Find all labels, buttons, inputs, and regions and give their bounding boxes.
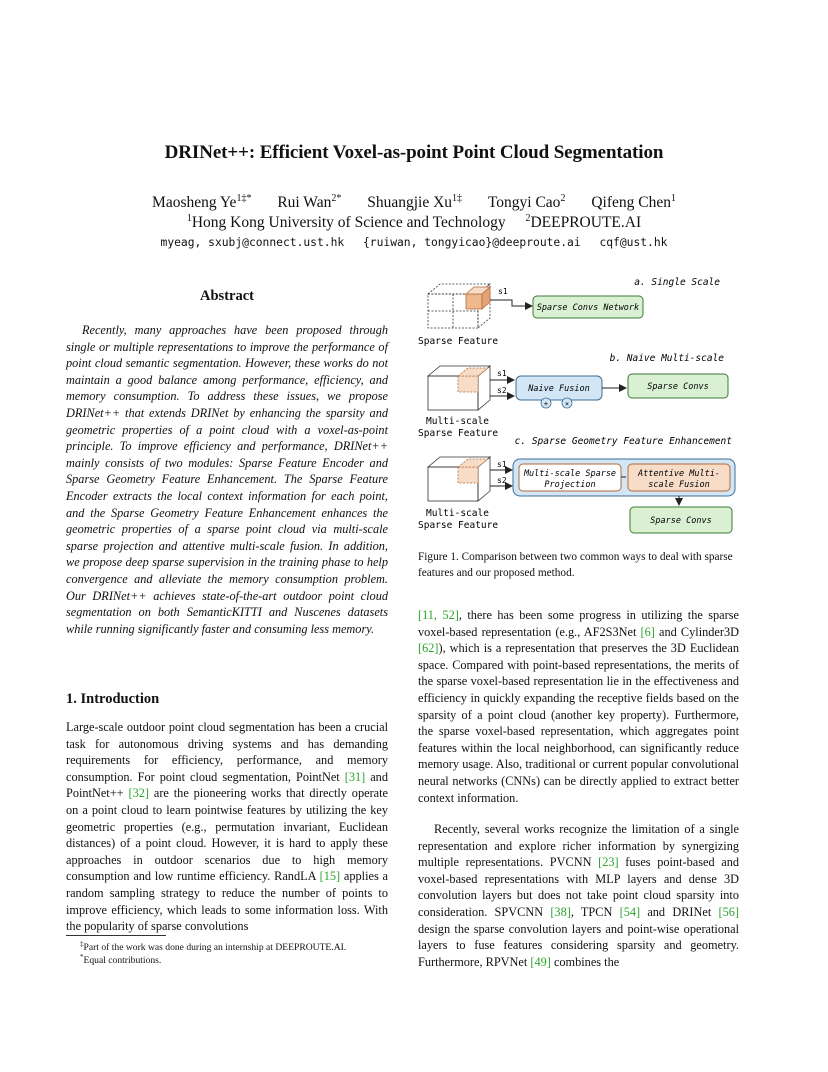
author-list: [0, 193, 828, 212]
box-label: Sparse Convs: [647, 382, 709, 392]
footnote-rule: [66, 935, 166, 936]
citation-link[interactable]: [38]: [550, 904, 571, 919]
email-list: [0, 236, 828, 249]
email: cqf@ust.hk: [599, 236, 668, 249]
figure-caption: Figure 1. Comparison between two common ways to deal with sparse features and our proposed method.: [418, 551, 733, 579]
box-label: Multi-scale Sparse: [523, 469, 617, 479]
section-heading: 1. Introduction: [66, 691, 160, 707]
citation-link[interactable]: [56]: [718, 904, 739, 919]
citation-link[interactable]: [31]: [344, 769, 366, 784]
multi-scale-cube-icon: [428, 366, 490, 410]
citation-link[interactable]: [11, 52]: [418, 608, 459, 622]
email: myeag, sxubj@connect.ust.hk: [160, 236, 345, 249]
panel-b-title: b. Naive Multi-scale: [609, 353, 724, 364]
author: Shuangjie $Xu^{1\ddagger}$: [367, 193, 463, 212]
box-label: Attentive Multi-: [638, 469, 720, 479]
flow-arrow: [490, 300, 532, 306]
author: Tongyi Cao$^2$: [487, 193, 566, 212]
citation-link[interactable]: [32]: [128, 786, 149, 801]
citation-link[interactable]: [15]: [319, 869, 341, 884]
author: Rui Wan$^{2*}$: [277, 193, 342, 212]
affiliation-list: [0, 213, 828, 232]
citation-link[interactable]: [54]: [619, 904, 641, 919]
footnote: *Equal contributions.: [80, 953, 162, 967]
citation-link[interactable]: [62]: [418, 641, 439, 656]
scale-label: s2: [497, 386, 507, 395]
email: {ruiwan, tongyicao}@deeproute.ai: [362, 236, 581, 249]
citation-link[interactable]: [49]: [530, 954, 551, 969]
panel-c-title: c. Sparse Geometry Feature Enhancement: [514, 436, 732, 447]
author: Qifeng Chen$^1$: [591, 193, 676, 212]
intro-paragraph-2: Recently, several works recognize the limitation of a single representation and explore richer information by synergizing multiple representations. PVCNN [23] fuses point-based and voxel-based representations with MLP layers and dense 3D convolution layers but does not take point cloud sparsity into consideration. SPVCNN [38], TPCN [54] and DRINet [56] design the sparse convolution layers and point-wise operational layers to fuse features considering sparsity and geometry. Furthermore, RPVNet [49] combines the: [418, 822, 739, 969]
panel-a-title: a. Single Scale: [634, 277, 720, 288]
box-label: Sparse Convs Network: [536, 303, 640, 313]
active-voxel: [466, 287, 490, 309]
scale-label: s2: [497, 476, 507, 485]
box-label: Projection: [544, 480, 596, 490]
paper-title: DRINet++: Efficient Voxel-as-point Point Cloud Segmentation: [164, 142, 664, 163]
panel-c-input-label: Multi-scale: [426, 508, 489, 519]
scale-label: s1: [497, 369, 507, 378]
panel-c-input-label: Sparse Feature: [418, 520, 499, 531]
operator-label: ×: [564, 400, 570, 408]
panel-b-input-label: Multi-scale: [426, 416, 489, 427]
intro-paragraph-1-continued: [11, 52], there has been some progress in utilizing the sparse voxel-based representation (e.g., AF2S3Net [6] and Cylinder3D [62]), which is a representation that preserves the 3D Euclidean space. Compared with point-based representations, the merits of the sparse voxel-based representation lie in the effectiveness and efficiency in quickly expanding the receptive fields based on the sparsity of a point cloud (another key property). Furthermore, the sparse voxel-based representation, which aggregates point features within the local neighborhood, can significantly reduce memory usage. Also, traditional or current popular convolutional neural networks (CNNs) can be directly applied to extract better context information.: [418, 608, 739, 805]
figure-1-diagram: [418, 272, 740, 542]
panel-a-input-label: Sparse Feature: [418, 336, 499, 347]
affiliation: $^2$DEEPROUTE.AI: [525, 213, 642, 232]
multi-scale-cube-icon: [428, 457, 490, 501]
intro-paragraph-1: Large-scale outdoor point cloud segmentation has been a crucial task for autonomous driving systems and has demanding requirements for efficiency, performance, and memory consumption. For point cloud segmentation, PointNet [31] and PointNet++ [32] are the pioneering works that directly operate on a point cloud to learn pointwise features by utilizing the key geometric properties (e.g., permutation invariant, Euclidean distances) of a point cloud. However, it is hard to apply these approaches in outdoor scenarios due to high memory consumption and low runtime efficiency. RandLA [15] applies a random sampling strategy to reduce the number of points to improve efficiency, which leads to some information loss. With the popularity of sparse convolutions: [66, 720, 388, 934]
citation-link[interactable]: [23]: [598, 855, 619, 870]
box-label: scale Fusion: [648, 480, 710, 490]
abstract-text: Recently, many approaches have been proposed through single or multiple representations to improve the performance of point cloud semantic segmentation. However, these works do not maintain a good balance among performance, efficiency, and memory consumption. To address these issues, we propose DRINet++ that extends DRINet by enhancing the sparsity and geometric properties of a point cloud with a voxel-as-point principle. To improve efficiency and performance, DRINet++ mainly consists of two modules: Sparse Feature Encoder and Sparse Geometry Feature Enhancement. The Sparse Feature Encoder extracts the local context information for each point, and the Sparse Geometry Feature Enhancement enhances the geometric properties of a sparse point cloud via multi-scale sparse projection and attentive multi-scale fusion. In addition, we propose deep sparse supervision in the training phase to help convergence and alleviate the memory consumption problem. Our DRINet++ achieves state-of-the-art outdoor point cloud segmentation on both SemanticKITTI and Nuscenes datasets while running significantly faster and consuming less memory.: [66, 323, 388, 636]
footnote: ‡Part of the work was done during an internship at DEEPROUTE.AI.: [80, 940, 347, 954]
affiliation: $^1$Hong Kong University of Science and Technology: [186, 213, 506, 232]
scale-label: s1: [498, 287, 508, 296]
author: Maosheng $Ye^{1\ddagger*}$: [152, 193, 252, 212]
citation-link[interactable]: [6]: [640, 624, 655, 639]
box-label: Sparse Convs: [650, 516, 712, 526]
box-label: Naive Fusion: [528, 384, 590, 394]
abstract-heading: Abstract: [200, 288, 254, 304]
scale-label: s1: [497, 460, 507, 469]
panel-b-input-label: Sparse Feature: [418, 428, 499, 439]
operator-label: +: [543, 400, 549, 408]
